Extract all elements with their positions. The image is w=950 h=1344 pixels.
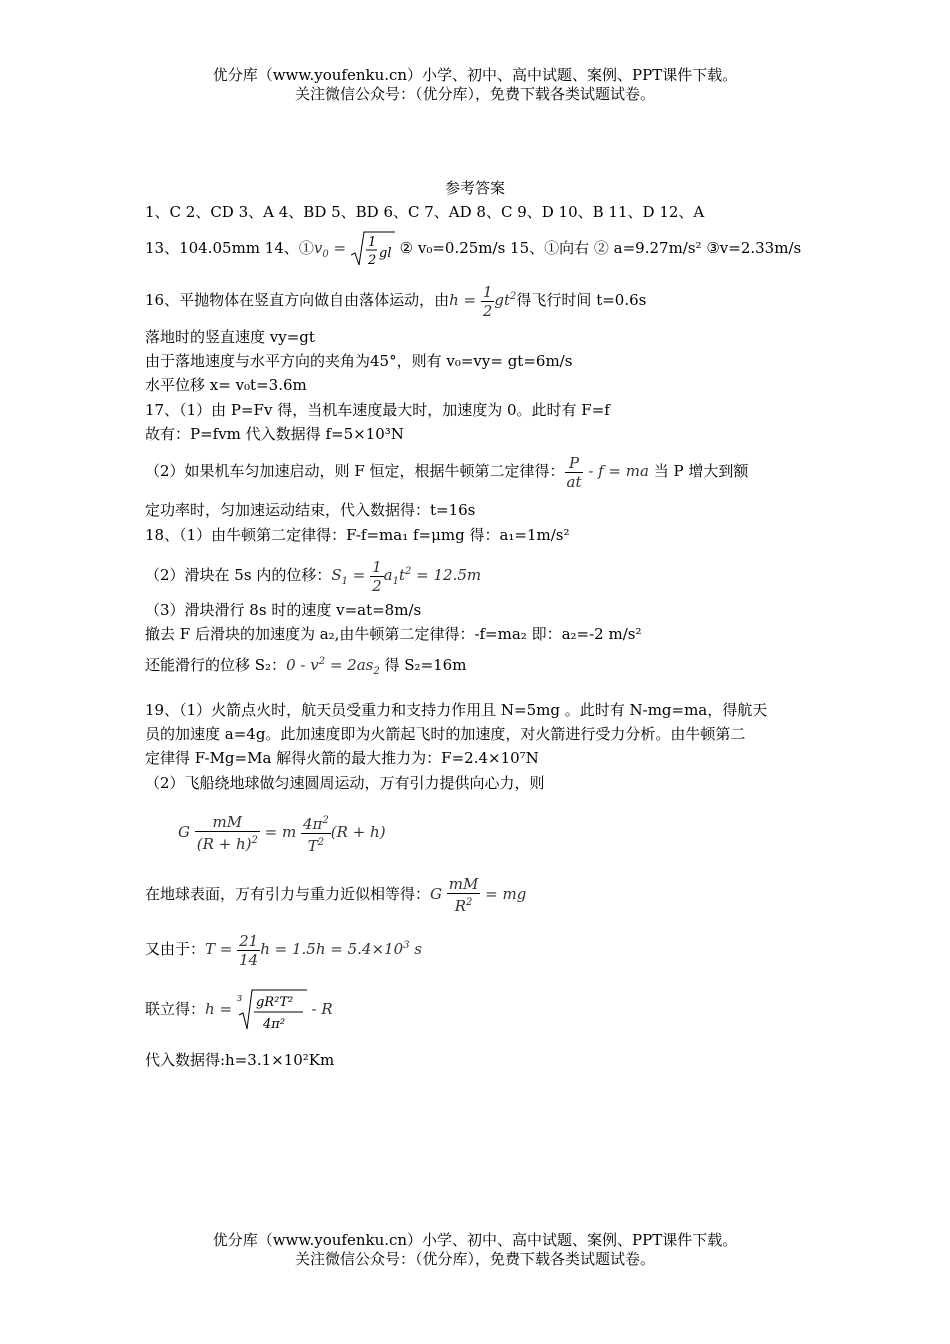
q16-line-1 bbox=[145, 277, 646, 320]
q18-text-a: （2）滑块在 5s 内的位移： bbox=[145, 566, 332, 584]
q19-text-combine: 联立得： bbox=[145, 1000, 206, 1018]
page-title: 参考答案 bbox=[444, 179, 505, 197]
formula-h-half-gt2: h = $\frac{1}{2}$ $gt^2$ bbox=[449, 282, 517, 320]
header-line-2: 关注微信公众号：（优分库），免费下载各类试题试卷。 bbox=[294, 85, 655, 103]
q16-line-4: 水平位移 x= v₀t=3.6m bbox=[145, 376, 307, 394]
q19-text-also: 又由于： bbox=[145, 940, 206, 958]
formula-p-at-minus-f: $\frac{P}{at}$ - f = ma bbox=[566, 453, 649, 491]
q18-text-c: 得 S₂=16m bbox=[384, 656, 467, 674]
answers-13-14-text: 13、104.05mm 14、① bbox=[145, 239, 314, 257]
q18-line-2 bbox=[145, 552, 481, 602]
q19-line-4: （2）飞船绕地球做匀速圆周运动，万有引力提供向心力，则 bbox=[145, 774, 545, 792]
answers-13-15 bbox=[145, 226, 801, 277]
answers-14-15-text: ② v₀=0.25m/s 15、①向右 ② a=9.27m/s² ③v=2.33m/s bbox=[399, 239, 802, 257]
q16-line-3: 由于落地速度与水平方向的夹角为45°，则有 v₀=vy= gt=6m/s bbox=[145, 352, 573, 370]
q16-text-b: 得飞行时间 t=0.6s bbox=[516, 291, 647, 309]
q17-text-b: 当 P 增大到额 bbox=[653, 462, 749, 480]
svg-text:gl: gl bbox=[378, 246, 392, 261]
q18-line-1: 18、（1）由牛顿第二定律得：F-f=ma₁ f=μmg 得：a₁=1m/s² bbox=[145, 526, 570, 544]
q18-text-b: 还能滑行的位移 S₂： bbox=[145, 656, 287, 674]
q19-line-2: 员的加速度 a=4g。此加速度即为火箭起飞时的加速度，对火箭进行受力分析。由牛顿第二 bbox=[145, 725, 746, 743]
svg-text:2: 2 bbox=[367, 253, 377, 268]
formula-s2: $0 - v^2 = 2as_2$ bbox=[286, 656, 380, 677]
formula-period-t: T = $\frac{21}{14}$ $h = 1.5h = 5.4\times 10^3$ s bbox=[205, 931, 422, 969]
svg-text:gR²T²: gR²T² bbox=[255, 995, 293, 1010]
q19-line-1: 19、（1）火箭点火时，航天员受重力和支持力作用且 N=5mg 。此时有 N-mg=ma，得航天 bbox=[145, 701, 768, 719]
q16-line-2: 落地时的竖直速度 vy=gt bbox=[145, 328, 315, 346]
q17-line-4: 定功率时，匀加速运动结束，代入数据得：t=16s bbox=[145, 501, 476, 519]
svg-text:1: 1 bbox=[367, 235, 377, 250]
q17-text-a: （2）如果机车匀加速启动，则 F 恒定，根据牛顿第二定律得： bbox=[145, 462, 565, 480]
header-line-1: 优分库（www.youfenku.cn）小学、初中、高中试题、案例、PPT课件下载。 bbox=[212, 66, 738, 84]
q19-text-surface: 在地球表面，万有引力与重力近似相等得： bbox=[145, 885, 431, 903]
q19-line-5 bbox=[145, 872, 526, 916]
formula-gravitation-orbit: G $\frac{mM}{(R + h)^2}$ = m $\frac{4\pi^2}{T^2}$ (R + h) bbox=[178, 813, 386, 855]
q17-line-3 bbox=[145, 451, 748, 491]
svg-text:4π²: 4π² bbox=[262, 1017, 285, 1032]
formula-s1: $S_1$ = $\frac{1}{2}$ $a_1t^2 = 12.5m$ bbox=[331, 557, 482, 595]
formula-v0-sqrt: $v_0$ = 1 2 gl bbox=[314, 239, 395, 257]
q18-line-4: 撤去 F 后滑块的加速度为 a₂,由牛顿第二定律得：-f=ma₂ 即：a₂=-2 m/s² bbox=[145, 625, 642, 643]
q19-line-7 bbox=[145, 984, 333, 1034]
formula-gmm-r2: G $\frac{mM}{R^2}$ = mg bbox=[430, 875, 527, 915]
q17-line-1: 17、（1）由 P=Fv 得，当机车速度最大时，加速度为 0。此时有 F=f bbox=[145, 401, 610, 419]
svg-text:3: 3 bbox=[236, 994, 242, 1003]
q18-line-3: （3）滑块滑行 8s 时的速度 v=at=8m/s bbox=[145, 601, 422, 619]
q18-line-5 bbox=[145, 650, 466, 684]
q19-line-3: 定律得 F-Mg=Ma 解得火箭的最大推力为：F=2.4×10⁷N bbox=[145, 749, 539, 767]
q19-line-6 bbox=[145, 924, 422, 971]
footer-line-2: 关注微信公众号：（优分库），免费下载各类试题试卷。 bbox=[294, 1250, 655, 1268]
formula-h-cuberoot: h = 3 gR²T² 4π² - R bbox=[205, 1000, 333, 1018]
answers-1-12: 1、C 2、CD 3、A 4、BD 5、BD 6、C 7、AD 8、C 9、D 10、B 11、D 12、A bbox=[145, 203, 705, 221]
q17-line-2: 故有：P=fvm 代入数据得 f=5×10³N bbox=[145, 425, 404, 443]
q19-line-8: 代入数据得:h=3.1×10²Km bbox=[145, 1051, 335, 1069]
footer-line-1: 优分库（www.youfenku.cn）小学、初中、高中试题、案例、PPT课件下载。 bbox=[212, 1231, 738, 1249]
q16-text-a: 16、平抛物体在竖直方向做自由落体运动，由 bbox=[145, 291, 450, 309]
